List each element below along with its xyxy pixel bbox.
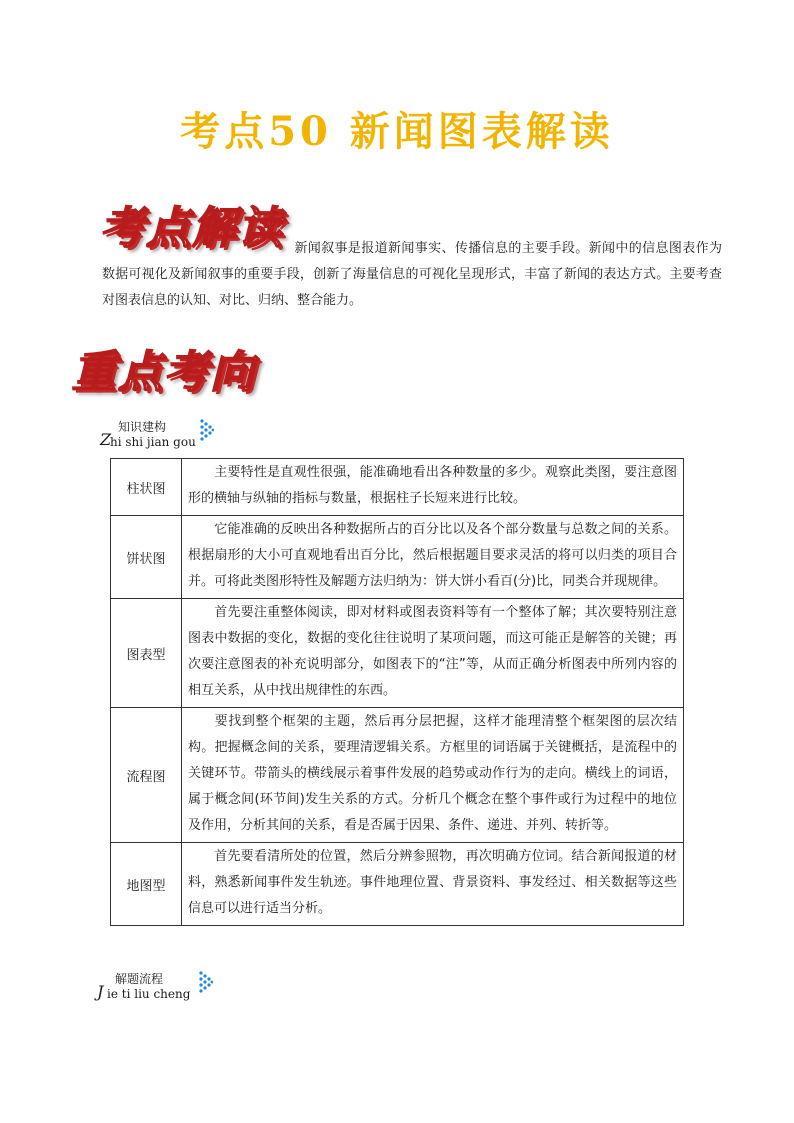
section-heading-key-directions: 重点考向 — [72, 347, 256, 398]
desc-text: 主要特性是直观性很强，能准确地看出各种数量的多少。观察此类图，要注意图形的横轴与纵轴的指标与数量，根据柱子长短来进行比较。 — [188, 465, 677, 506]
table-row — [111, 708, 684, 843]
section-heading-exam-analysis: 考点解读 — [100, 203, 284, 254]
desc-text: 它能准确的反映出各种数据所占的百分比以及各个部分数量与总数之间的关系。根据扇形的大小可直观地看出百分比，然后根据题目要求灵活的将可以归类的项目合并。可将此类图形特性及解题方法归纳为：饼大饼小看百(分)比，同类合并现规律。 — [188, 522, 677, 589]
desc-cell — [182, 516, 684, 599]
label-initial: Z — [100, 430, 112, 449]
dotted-arrow-icon — [199, 970, 213, 998]
table-row — [111, 599, 684, 708]
label-pinyin: hi shi jian gou — [110, 435, 196, 449]
label-pinyin: ie ti liu cheng — [107, 987, 191, 1001]
table-row — [111, 459, 684, 516]
type-cell: 流程图 — [111, 708, 182, 843]
table-row — [111, 843, 684, 926]
type-cell: 饼状图 — [111, 516, 182, 599]
dotted-arrow-icon — [200, 418, 214, 446]
type-cell: 地图型 — [111, 843, 182, 926]
desc-text: 要找到整个框架的主题，然后再分层把握，这样才能理清整个框架图的层次结构。把握概念间的关系，要理清逻辑关系。方框里的词语属于关键概括，是流程中的关键环节。带箭头的横线展示着事件发展的趋势或动作行为的走向。横线上的词语，属于概念间(环节间)发生关系的方式。分析几个概念在整个事件或行为过程中的地位及作用，分析其间的关系，看是否属于因果、条件、递进、并列、转折等。 — [188, 714, 677, 833]
table-row — [111, 516, 684, 599]
desc-text: 首先要看清所处的位置，然后分辨参照物，再次明确方位词。结合新闻报道的材料，熟悉新闻事件发生轨迹。事件地理位置、背景资料、事发经过、相关数据等这些信息可以进行适当分析。 — [188, 849, 677, 916]
desc-text: 首先要注重整体阅读，即对材料或图表资料等有一个整体了解；其次要特别注意图表中数据的变化，数据的变化往往说明了某项问题，而这可能正是解答的关键；再次要注意图表的补充说明部分，如图表下的“注”等，从而正确分析图表中所列内容的相互关系，从中找出规律性的东西。 — [188, 605, 677, 698]
desc-cell — [182, 843, 684, 926]
type-cell: 柱状图 — [111, 459, 182, 516]
desc-cell — [182, 599, 684, 708]
type-cell: 图表型 — [111, 599, 182, 708]
intro-paragraph — [102, 236, 722, 314]
label-initial: J — [97, 982, 104, 1001]
label-chinese: 知识建构 — [118, 420, 167, 434]
desc-cell — [182, 708, 684, 843]
desc-cell — [182, 459, 684, 516]
intro-text: 新闻叙事是报道新闻事实、传播信息的主要手段。新闻中的信息图表作为数据可视化及新闻叙事的重要手段，创新了海量信息的可视化呈现形式，丰富了新闻的表达方式。主要考查对图表信息的认知、对比、归纳、整合能力。 — [102, 241, 722, 308]
knowledge-table — [110, 458, 684, 926]
page-title: 考点50 新闻图表解读 — [180, 108, 614, 155]
label-chinese: 解题流程 — [115, 972, 164, 986]
